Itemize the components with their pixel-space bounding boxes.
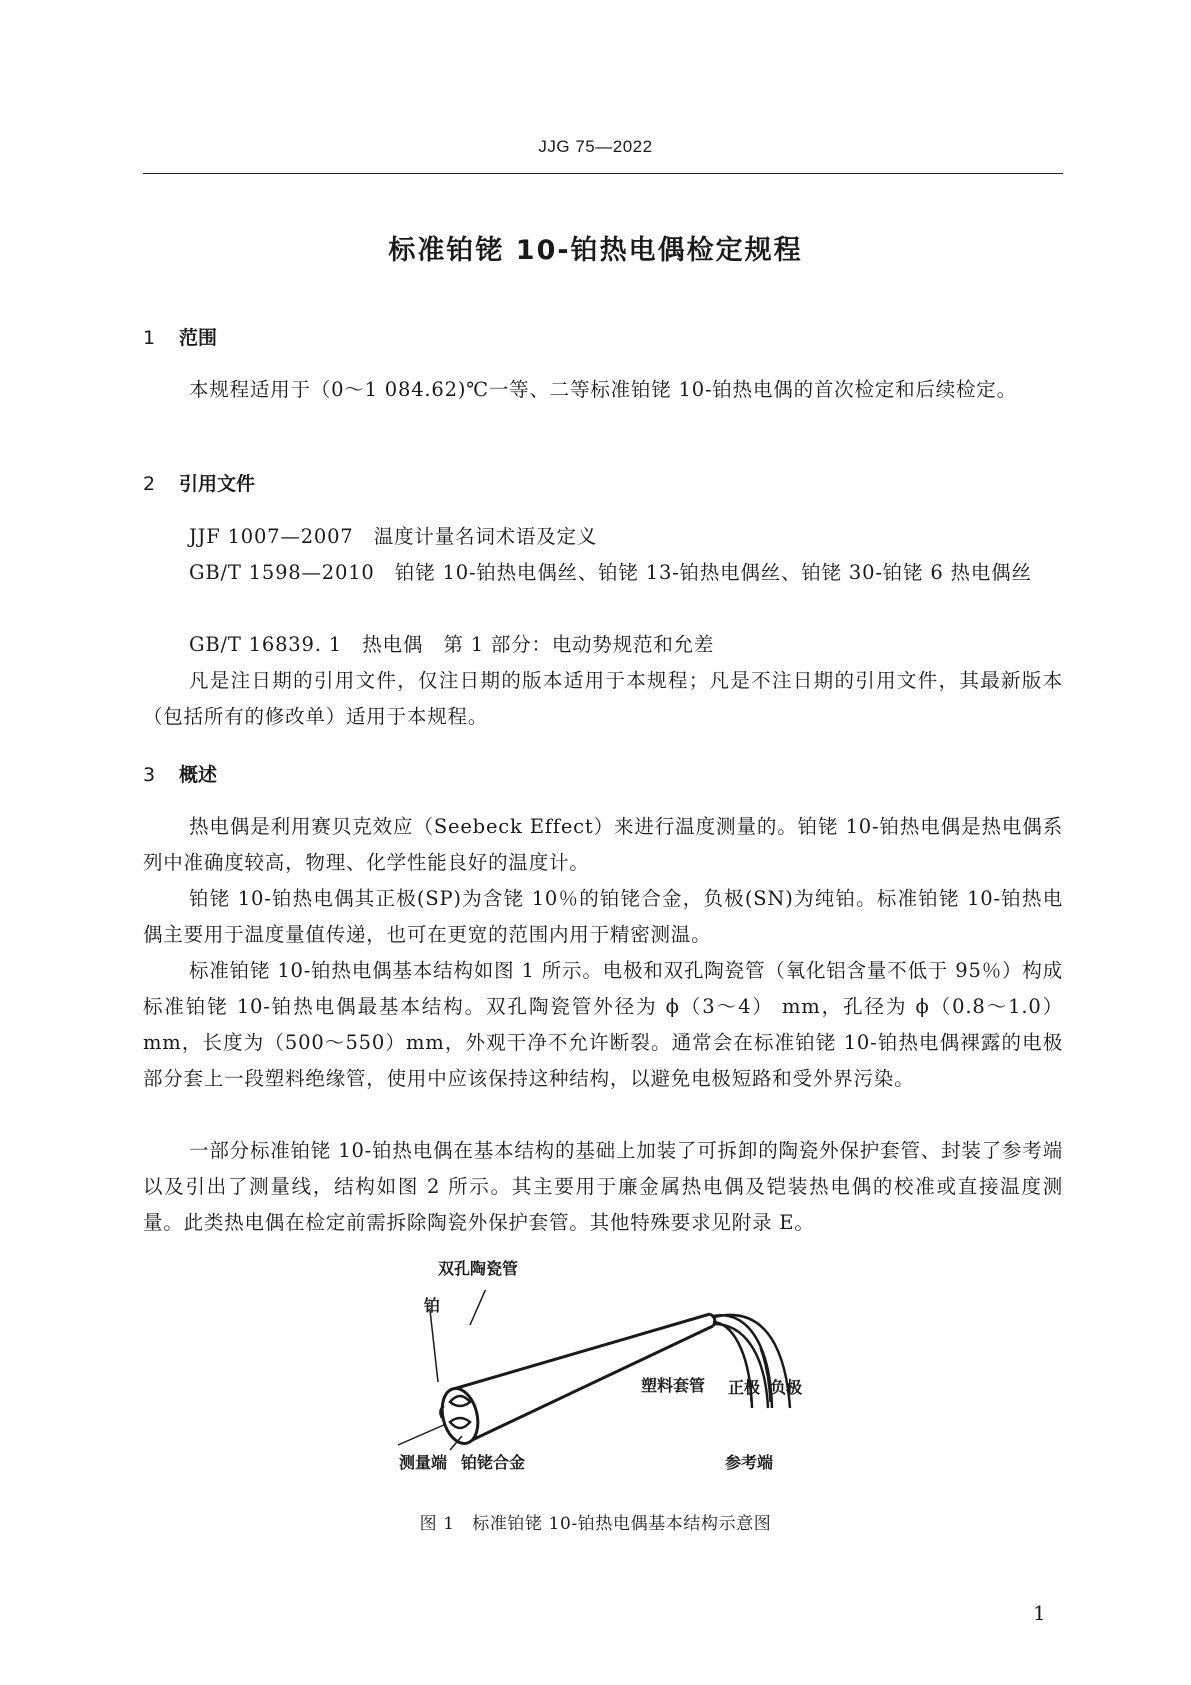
overview-paragraph: 热电偶是利用赛贝克效应（Seebeck Effect）来进行温度测量的。铂铑 10-铂热电偶是热电偶系列中准确度较高，物理、化学性能良好的温度计。 [143,815,1063,874]
label-alloy: 铂铑合金 [461,1453,526,1472]
label-measuring-end: 测量端 [399,1453,448,1472]
section-1-paragraph: 本规程适用于（0～1 084.62)℃一等、二等标准铂铑 10-铂热电偶的首次检定和后续检定。 [189,378,1017,401]
reference-item: JJF 1007—2007 温度计量名词术语及定义 [189,525,598,548]
label-reference-end: 参考端 [725,1453,774,1472]
section-2-heading [143,469,255,496]
section-title: 概述 [179,764,218,786]
label-negative: 负极 [770,1378,803,1397]
section-title: 范围 [179,327,218,349]
label-platinum: 铂 [424,1296,441,1315]
overview-paragraph: 铂铑 10-铂热电偶其正极(SP)为含铑 10％的铂铑合金，负极(SN)为纯铂。标准铂铑 10-铂热电偶主要用于温度量值传递，也可在更宽的范围内用于精密测温。 [143,887,1063,946]
overview-paragraph: 一部分标准铂铑 10-铂热电偶在基本结构的基础上加装了可拆卸的陶瓷外保护套管、封装了参考端以及引出了测量线，结构如图 2 所示。其主要用于廉金属热电偶及铠装热电偶的校准或直接温度测量。此类热电偶在检定前需拆除陶瓷外保护套管。其他特殊要求见附录 E。 [143,1139,1063,1234]
label-ceramic-tube: 双孔陶瓷管 [438,1259,519,1278]
page-title: 标准铂铑 10-铂热电偶检定规程 [388,235,803,266]
document-code: JJG 75—2022 [538,137,653,156]
figure-caption: 图 1 标准铂铑 10-铂热电偶基本结构示意图 [419,1514,772,1534]
label-positive: 正极 [728,1378,761,1397]
label-plastic-sleeve: 塑料套管 [641,1376,706,1395]
reference-item: GB/T 16839. 1 热电偶 第 1 部分：电动势规范和允差 [189,633,715,656]
reference-note: 凡是注日期的引用文件，仅注日期的版本适用于本规程；凡是不注日期的引用文件，其最新版本（包括所有的修改单）适用于本规程。 [143,669,1063,728]
section-title: 引用文件 [179,473,256,495]
page-number: 1 [1033,1601,1046,1625]
overview-paragraph: 标准铂铑 10-铂热电偶基本结构如图 1 所示。电极和双孔陶瓷管（氧化铝含量不低于 95％）构成标准铂铑 10-铂热电偶最基本结构。双孔陶瓷管外径为 ϕ（3～4） mm，孔径为 ϕ（0.8～1.0）mm，长度为（500～550）mm，外观干净不允许断裂。通常会在标准铂铑 10-铂热电偶裸露的电极部分套上一段塑料绝缘管，使用中应该保持这种结构，以避免电极短路和受外界污染。 [143,959,1063,1090]
section-number: 3 [143,764,156,786]
reference-item: GB/T 1598—2010 铂铑 10-铂热电偶丝、铂铑 13-铂热电偶丝、铂铑 30-铂铑 6 热电偶丝 [189,561,1032,584]
section-number: 1 [143,327,156,349]
section-3-heading [143,760,217,787]
section-1-heading [143,323,217,350]
header-rule [143,173,1063,174]
section-number: 2 [143,473,156,495]
